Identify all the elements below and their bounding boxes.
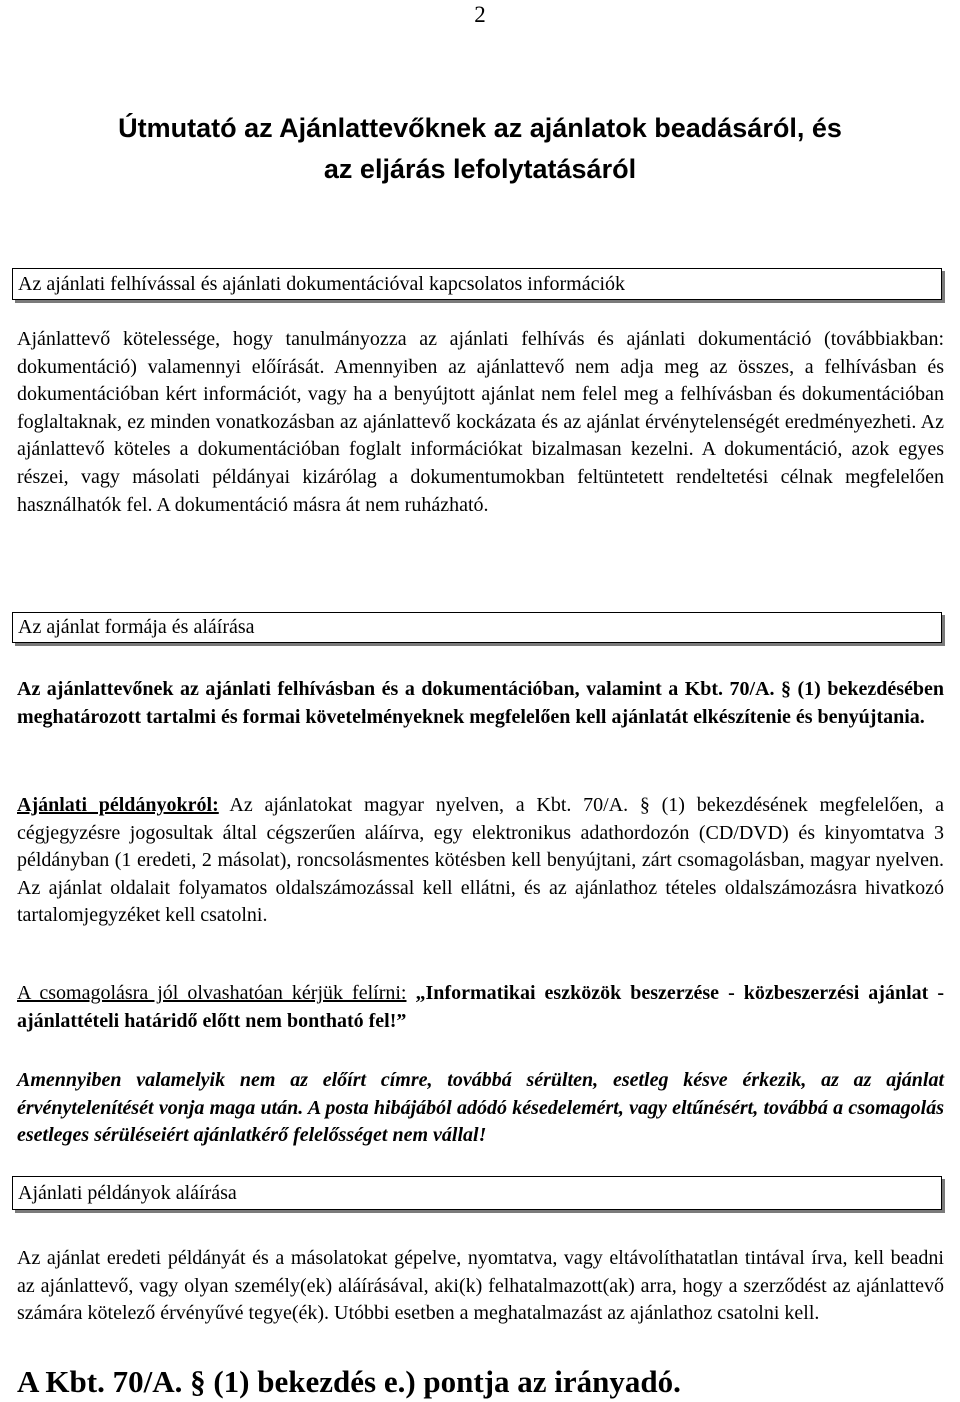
section-heading-information: Az ajánlati felhívással és ajánlati dokumentációval kapcsolatos információk (12, 268, 942, 300)
copies-paragraph (17, 792, 944, 930)
section-heading-form: Az ajánlat formája és aláírása (12, 612, 942, 643)
final-statement: A Kbt. 70/A. § (1) bekezdés e.) pontja az irányadó. (17, 1364, 681, 1399)
section-heading-signature: Ajánlati példányok aláírása (12, 1176, 942, 1210)
copies-text: Az ajánlatokat magyar nyelven, a Kbt. 70/A. § (1) bekezdésének megfelelően, a cégjegyzésre jogosultak által cégszerűen aláírva, egy elektronikus adathordozón (CD/DVD) és kinyomtatva 3 példányban (1 eredeti, 2 másolat), roncsolásmentes kötésben kell benyújtani, zárt csomagolásban, magyar nyelven. Az ajánlat oldalait folyamatos oldalszámozással kell ellátni, és az ajánlathoz tételes oldalszámozásra hivatkozó tartalomjegyzéket kell csatolni. (17, 794, 944, 927)
title-line-1: Útmutató az Ajánlattevőknek az ajánlatok beadásáról, és (118, 113, 842, 143)
form-requirements-paragraph: Az ajánlattevőnek az ajánlati felhívásban és a dokumentációban, valamint a Kbt. 70/A. § (1) bekezdésében meghatározott tartalmi és formai követelményeknek megfelelően kell ajánlatát elkészítenie és benyújtania. (17, 678, 944, 728)
document-title (16, 108, 944, 190)
signature-body: Az ajánlat eredeti példányát és a másolatokat gépelve, nyomtatva, vagy eltávolíthatatlan tintával írva, kell beadni az ajánlattevő, vagy olyan személy(ek) aláírásával, aki(k) felhatalmazott(ak) arra, hogy a szerződést az ajánlattevő számára kötelező érvényűvé tegye(ék). Utóbbi esetben a meghatalmazást az ajánlathoz csatolni kell. (17, 1247, 944, 1325)
package-label: A csomagolásra jól olvashatóan kérjük felírni: (17, 982, 407, 1004)
page-number: 2 (474, 2, 486, 27)
package-paragraph (17, 980, 944, 1035)
delivery-warning: Amennyiben valamelyik nem az előírt címre, továbbá sérülten, esetleg késve érkezik, az az ajánlat érvénytelenítését vonja maga után. A posta hibájából adódó késedelemért, vagy eltűnésért, továbbá a csomagolás esetleges sérüléseiért ajánlatkérő felelősséget nem vállal! (17, 1069, 944, 1147)
section-information-body: Ajánlattevő kötelessége, hogy tanulmányozza az ajánlati felhívás és ajánlati dokumentáció (továbbiakban: dokumentáció) valamennyi előírását. Amennyiben az ajánlattevő nem adja meg az összes, a felhívásban és dokumentációban kért információt, vagy ha a benyújtott ajánlat nem felel meg a felhívásban és dokumentációban foglaltaknak, ez minden vonatkozásban az ajánlattevő kockázata és az ajánlat érvénytelenségét eredményezheti. Az ajánlattevő köteles a dokumentációban foglalt információkat bizalmasan kezelni. A dokumentáció, azok egyes részei, vagy másolati példányai kizárólag a dokumentumokban feltüntetett rendeltetési célnak megfelelően használhatók fel. A dokumentáció másra át nem ruházható. (17, 328, 944, 516)
copies-label: Ajánlati példányokról: (17, 794, 219, 816)
package-inscription: „Informatikai eszközök beszerzése - közbeszerzési ajánlat - ajánlattételi határidő előtt nem bontható fel!” (17, 982, 944, 1032)
title-line-2: az eljárás lefolytatásáról (323, 154, 637, 184)
